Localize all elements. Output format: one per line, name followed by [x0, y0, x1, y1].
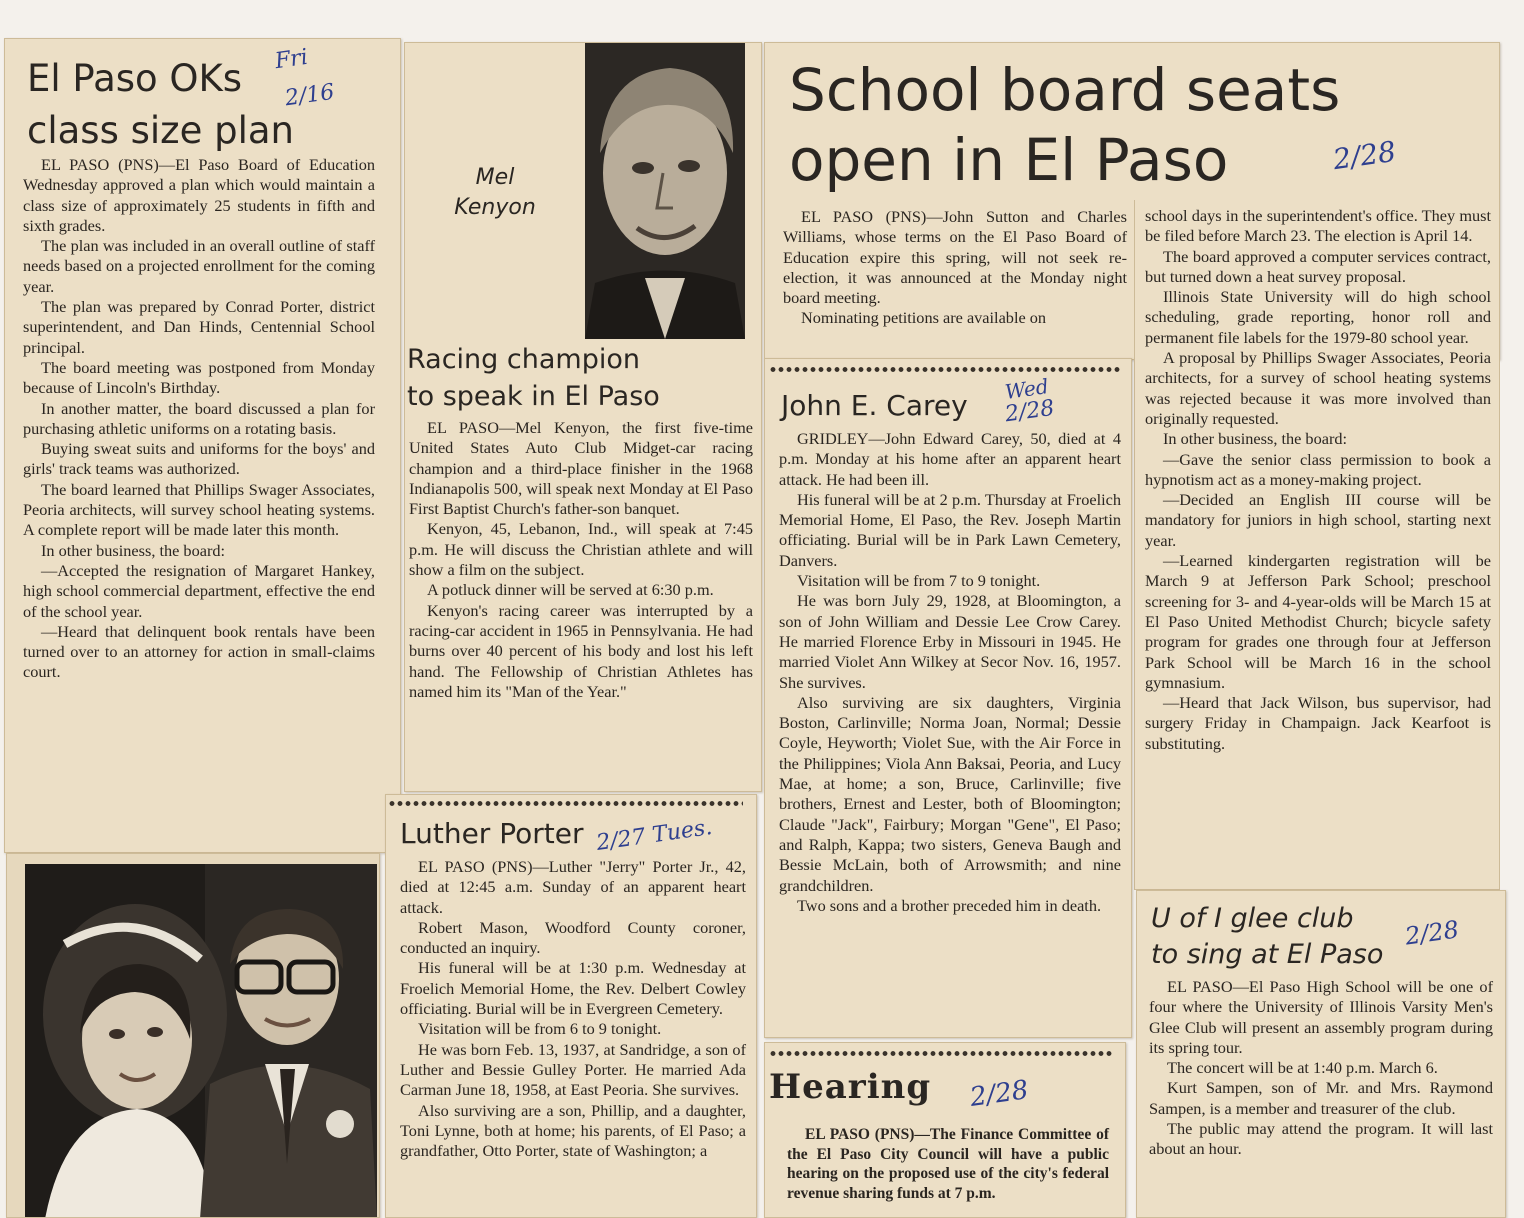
- headline-racing-line1: Racing champion: [407, 344, 640, 375]
- photo-caption: [435, 163, 555, 223]
- headline-glee-club: [1151, 901, 1383, 973]
- handwritten-annotation-hearing: 2/28: [968, 1075, 1031, 1113]
- wedding-photo: [25, 864, 377, 1218]
- paragraph: The public may attend the program. It will last about an hour.: [1149, 1119, 1493, 1159]
- handwritten-annotation-porter: 2/27 Tues.: [594, 815, 714, 856]
- paragraph: EL PASO (PNS)—El Paso Board of Education Wednesday approved a plan which would maintain a class size of approximately 25 students in fifth and sixth grades.: [23, 155, 375, 235]
- article-body-hearing: [787, 1125, 1109, 1203]
- article-body-porter: [400, 857, 746, 1161]
- clipping-john-carey: [764, 358, 1132, 1038]
- article-body-glee: [1149, 977, 1493, 1160]
- paragraph: EL PASO—El Paso High School will be one of four where the University of Illinois Varsity Men's Glee Club will present an assembly program during its spring tour.: [1149, 977, 1493, 1057]
- clipping-wedding-photo: [6, 853, 380, 1218]
- article-body-school-board-col1: [783, 207, 1127, 329]
- clipping-school-board-col2: [1134, 200, 1500, 890]
- paragraph: —Learned kindergarten registration will be March 9 at Jefferson Park School; preschool screening for 3- and 4-year-olds will be March 15 at El Paso United Methodist Church; bicycle safety program for grades one through four at Jefferson Park School will be March 16 in the school gymnasium.: [1145, 551, 1491, 692]
- clipping-class-size-plan: [4, 38, 401, 853]
- paragraph: EL PASO (PNS)—The Finance Committee of the El Paso City Council will have a public hearing on the proposed use of the city's federal revenue sharing funds at 7 p.m.: [787, 1126, 1109, 1202]
- paragraph: EL PASO (PNS)—Luther "Jerry" Porter Jr., 42, died at 12:45 a.m. Sunday of an apparent heart attack.: [400, 857, 746, 917]
- handwritten-annotation-school-board: 2/28: [1331, 134, 1398, 177]
- paragraph: The board approved a computer services contract, but turned down a heat survey proposal.: [1145, 246, 1491, 286]
- article-body-carey: [779, 429, 1121, 916]
- paragraph: —Accepted the resignation of Margaret Hankey, high school commercial department, effective the end of the school year.: [23, 560, 375, 621]
- headline-class-size: [27, 53, 294, 157]
- paragraph: The plan was prepared by Conrad Porter, district superintendent, and Dan Hinds, Centennial School principal.: [23, 297, 375, 357]
- paragraph: His funeral will be at 1:30 p.m. Wednesday at Froelich Memorial Home, the Rev. Delbert Cowley officiating. Burial will be in Evergreen Cemetery.: [400, 958, 746, 1019]
- paragraph: A proposal by Phillips Swager Associates, Peoria architects, for a survey of school heating systems was rejected because it was more involved than originally requested.: [1145, 348, 1491, 428]
- paragraph: school days in the superintendent's office. They must be filed before March 23. The election is April 14.: [1145, 206, 1491, 246]
- photo-caption-line1: Mel: [475, 165, 515, 190]
- obituary-title-carey: John E. Carey: [781, 389, 968, 422]
- clipping-hearing: [764, 1042, 1126, 1218]
- clipping-racing-champion: [404, 42, 762, 792]
- headline-glee-line1: U of I glee club: [1151, 903, 1354, 934]
- headline-school-board-line2: open in El Paso: [789, 126, 1229, 194]
- paragraph: Also surviving are a son, Phillip, and a daughter, Toni Lynne, both at home; his parents, of El Paso; a grandfather, Otto Porter, state of Washington; a: [400, 1100, 746, 1161]
- paragraph: Kurt Sampen, son of Mr. and Mrs. Raymond Sampen, is a member and treasurer of the club.: [1149, 1078, 1493, 1118]
- paragraph: Visitation will be from 6 to 9 tonight.: [418, 1019, 662, 1039]
- photo-caption-line2: Kenyon: [454, 195, 536, 220]
- clipping-luther-porter: [385, 794, 757, 1218]
- decorative-border: [769, 1049, 1114, 1058]
- paragraph: Robert Mason, Woodford County coroner, conducted an inquiry.: [400, 917, 746, 958]
- paragraph: GRIDLEY—John Edward Carey, 50, died at 4 p.m. Monday at his home after an apparent heart attack. He had been ill.: [779, 429, 1121, 489]
- paragraph: —Heard that delinquent book rentals have been turned over to an attorney for action in small-claims court.: [23, 621, 375, 682]
- headline-school-board-line1: School board seats: [789, 56, 1341, 124]
- paragraph: A potluck dinner will be served at 6:30 p.m.: [427, 580, 714, 600]
- kenyon-portrait-photo: [585, 43, 745, 339]
- headline-class-size-line1: El Paso OKs: [27, 57, 243, 100]
- handwritten-annotation-day: Fri: [273, 44, 310, 75]
- paragraph: Nominating petitions are available on: [801, 308, 1047, 328]
- decorative-border: [388, 799, 743, 808]
- paragraph: Two sons and a brother preceded him in death.: [797, 895, 1102, 915]
- paragraph: Visitation will be from 7 to 9 tonight.: [797, 571, 1041, 591]
- paragraph: —Decided an English III course will be mandatory for juniors in high school, starting next year.: [1145, 490, 1491, 550]
- paragraph: Kenyon, 45, Lebanon, Ind., will speak at 7:45 p.m. He will discuss the Christian athlete and will show a film on the subject.: [409, 519, 753, 580]
- article-body-school-board-col2: [1145, 206, 1491, 754]
- paragraph: Also surviving are six daughters, Virginia Boston, Carlinville; Norma Joan, Normal; Dessie Coyle, Heyworth; Violet Sue, with the Air Force in the Philippines; Viola Ann Baksai, Peoria, and Lucy Mae, at home; a son, Bruce, Carlinville; five brothers, Ernest and Lester, both of Bloomington; Claude "Jack", Fairbury; Morgan "Gene", El Paso; and Ralph, Kappa; two sisters, Geneva Baugh and Bessie McLain, both of Arrowsmith; and nine grandchildren.: [779, 692, 1121, 895]
- paragraph: In other business, the board:: [1163, 429, 1348, 449]
- paragraph: He was born July 29, 1928, at Bloomington, a son of John William and Dessie Lee Crow Carey. He married Florence Erby in Missouri in 1945. He married Violet Ann Wilkey at Secor Nov. 16, 1957. She survives.: [779, 591, 1121, 692]
- paragraph: The board learned that Phillips Swager Associates, Peoria architects, will survey school heating systems. A complete report will be made later this month.: [23, 479, 375, 540]
- handwritten-annotation-glee: 2/28: [1403, 915, 1461, 951]
- headline-glee-line2: to sing at El Paso: [1151, 939, 1384, 970]
- headline-hearing: Hearing: [769, 1067, 932, 1107]
- paragraph: In another matter, the board discussed a plan for purchasing athletic uniforms on a rotating basis.: [23, 398, 375, 438]
- headline-school-board: [789, 55, 1340, 195]
- paragraph: The plan was included in an overall outline of staff needs based on a projected enrollment for the coming year.: [23, 236, 375, 296]
- headline-racing: [407, 341, 660, 415]
- paragraph: —Gave the senior class permission to book a hypnotism act as a money-making project.: [1145, 449, 1491, 489]
- paragraph: The board meeting was postponed from Monday because of Lincoln's Birthday.: [23, 357, 375, 398]
- paragraph: In other business, the board:: [41, 540, 226, 560]
- paragraph: He was born Feb. 13, 1937, at Sandridge, a son of Luther and Bessie Gulley Porter. He married Ada Carman June 18, 1958, at East Peoria. She survives.: [400, 1039, 746, 1100]
- clipping-glee-club: [1136, 890, 1506, 1218]
- paragraph: EL PASO (PNS)—John Sutton and Charles Williams, whose terms on the El Paso Board of Education expire this spring, will not seek re-election, it was announced at the Monday night board meeting.: [783, 207, 1127, 308]
- paragraph: His funeral will be at 2 p.m. Thursday at Froelich Memorial Home, El Paso, the Rev. Joseph Martin officiating. Burial will be in Park Lawn Cemetery, Danvers.: [779, 489, 1121, 570]
- headline-racing-line2: to speak in El Paso: [407, 381, 660, 412]
- obituary-title-porter: Luther Porter: [400, 817, 584, 850]
- paragraph: Illinois State University will do high school scheduling, grade reporting, honor roll and permanent file labels for the 1979-80 school year.: [1145, 287, 1491, 347]
- paragraph: The concert will be at 1:40 p.m. March 6.: [1167, 1058, 1438, 1078]
- handwritten-annotation-date: 2/16: [283, 79, 336, 112]
- headline-class-size-line2: class size plan: [27, 109, 295, 152]
- decorative-border: [769, 365, 1121, 374]
- article-body-racing: [409, 418, 753, 702]
- handwritten-annotation-carey-date: 2/28: [1003, 395, 1056, 428]
- paragraph: —Heard that Jack Wilson, bus supervisor, had surgery Friday in Champaign. Jack Kearfoot is substituting.: [1145, 693, 1491, 753]
- handwritten-annotation-carey-day: Wed: [1003, 374, 1051, 404]
- paragraph: EL PASO—Mel Kenyon, the first five-time United States Auto Club Midget-car racing champion and a third-place finisher in the 1968 Indianapolis 500, will speak next Monday at El Paso First Baptist Church's father-son banquet.: [409, 418, 753, 519]
- paragraph: Kenyon's racing career was interrupted by a racing-car accident in 1965 in Pennsylvania. He had burns over 40 percent of his body and lost his left hand. The Fellowship of Christian Athletes has named him its "Man of the Year.": [409, 600, 753, 701]
- paragraph: Buying sweat suits and uniforms for the boys' and girls' track teams was authorized.: [23, 439, 375, 479]
- article-body-class-size: [23, 155, 375, 683]
